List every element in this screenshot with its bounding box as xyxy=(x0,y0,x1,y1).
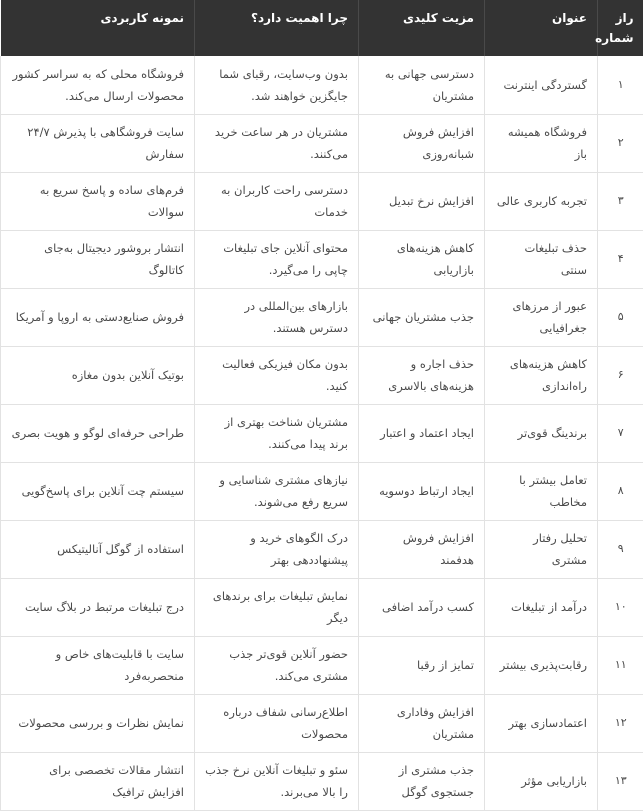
row-title: بازاریابی مؤثر xyxy=(485,752,598,810)
row-title: کاهش هزینه‌های راه‌اندازی xyxy=(485,346,598,404)
row-number: ۴ xyxy=(598,230,643,288)
table-row xyxy=(1,752,643,810)
header-advantage: مزیت کلیدی xyxy=(359,0,485,56)
row-title: تحلیل رفتار مشتری xyxy=(485,520,598,578)
table-header xyxy=(1,0,643,56)
row-example: فروشگاه محلی که به سراسر کشور محصولات ارسال می‌کند. xyxy=(1,56,195,114)
row-number: ۱۳ xyxy=(598,752,643,810)
row-advantage: افزایش وفاداری مشتریان xyxy=(359,694,485,752)
row-why: نمایش تبلیغات برای برندهای دیگر xyxy=(195,578,359,636)
table-row xyxy=(1,520,643,578)
row-example: فروش صنایع‌دستی به اروپا و آمریکا xyxy=(1,288,195,346)
row-title: اعتمادسازی بهتر xyxy=(485,694,598,752)
row-title: تجربه کاربری عالی xyxy=(485,172,598,230)
table-row xyxy=(1,636,643,694)
row-title: گستردگی اینترنت xyxy=(485,56,598,114)
row-why: مشتریان شناخت بهتری از برند پیدا می‌کنند. xyxy=(195,404,359,462)
row-title: فروشگاه همیشه باز xyxy=(485,114,598,172)
header-title: عنوان xyxy=(485,0,598,56)
row-example: درج تبلیغات مرتبط در بلاگ سایت xyxy=(1,578,195,636)
row-advantage: کاهش هزینه‌های بازاریابی xyxy=(359,230,485,288)
table-row xyxy=(1,56,643,114)
table-body xyxy=(1,56,643,810)
row-example: انتشار مقالات تخصصی برای افزایش ترافیک xyxy=(1,752,195,810)
table-row xyxy=(1,288,643,346)
row-advantage: ایجاد اعتماد و اعتبار xyxy=(359,404,485,462)
table-row xyxy=(1,230,643,288)
row-why: دسترسی راحت کاربران به خدمات xyxy=(195,172,359,230)
header-number: راز شماره xyxy=(598,0,643,56)
row-why: نیازهای مشتری شناسایی و سریع رفع می‌شوند. xyxy=(195,462,359,520)
row-example: نمایش نظرات و بررسی محصولات xyxy=(1,694,195,752)
row-example: بوتیک آنلاین بدون مغازه xyxy=(1,346,195,404)
table-row xyxy=(1,694,643,752)
row-advantage: ایجاد ارتباط دوسویه xyxy=(359,462,485,520)
row-number: ۵ xyxy=(598,288,643,346)
row-advantage: کسب درآمد اضافی xyxy=(359,578,485,636)
row-number: ۸ xyxy=(598,462,643,520)
row-advantage: جذب مشتریان جهانی xyxy=(359,288,485,346)
row-number: ۱۱ xyxy=(598,636,643,694)
row-example: سیستم چت آنلاین برای پاسخ‌گویی xyxy=(1,462,195,520)
row-advantage: افزایش نرخ تبدیل xyxy=(359,172,485,230)
row-number: ۱ xyxy=(598,56,643,114)
row-why: بازارهای بین‌المللی در دسترس هستند. xyxy=(195,288,359,346)
table-row xyxy=(1,578,643,636)
row-advantage: تمایز از رقبا xyxy=(359,636,485,694)
row-number: ۷ xyxy=(598,404,643,462)
row-number: ۳ xyxy=(598,172,643,230)
row-why: اطلاع‌رسانی شفاف درباره محصولات xyxy=(195,694,359,752)
row-why: بدون مکان فیزیکی فعالیت کنید. xyxy=(195,346,359,404)
row-advantage: افزایش فروش هدفمند xyxy=(359,520,485,578)
row-title: حذف تبلیغات سنتی xyxy=(485,230,598,288)
row-why: بدون وب‌سایت، رقبای شما جایگزین خواهند شد. xyxy=(195,56,359,114)
row-title: عبور از مرزهای جغرافیایی xyxy=(485,288,598,346)
table-row xyxy=(1,462,643,520)
row-example: سایت فروشگاهی با پذیرش ۲۴/۷ سفارش xyxy=(1,114,195,172)
row-advantage: دسترسی جهانی به مشتریان xyxy=(359,56,485,114)
table-row xyxy=(1,346,643,404)
table-row xyxy=(1,172,643,230)
row-example: طراحی حرفه‌ای لوگو و هویت بصری xyxy=(1,404,195,462)
row-number: ۶ xyxy=(598,346,643,404)
row-example: استفاده از گوگل آنالیتیکس xyxy=(1,520,195,578)
row-why: سئو و تبلیغات آنلاین نرخ جذب را بالا می‌برند. xyxy=(195,752,359,810)
header-why: چرا اهمیت دارد؟ xyxy=(195,0,359,56)
row-title: برندینگ قوی‌تر xyxy=(485,404,598,462)
row-number: ۱۲ xyxy=(598,694,643,752)
row-why: مشتریان در هر ساعت خرید می‌کنند. xyxy=(195,114,359,172)
row-why: محتوای آنلاین جای تبلیغات چاپی را می‌گیرد. xyxy=(195,230,359,288)
table-row xyxy=(1,404,643,462)
row-advantage: حذف اجاره و هزینه‌های بالاسری xyxy=(359,346,485,404)
header-example: نمونه کاربردی xyxy=(1,0,195,56)
row-why: حضور آنلاین قوی‌تر جذب مشتری می‌کند. xyxy=(195,636,359,694)
row-number: ۹ xyxy=(598,520,643,578)
row-advantage: جذب مشتری از جستجوی گوگل xyxy=(359,752,485,810)
row-example: فرم‌های ساده و پاسخ سریع به سوالات xyxy=(1,172,195,230)
row-why: درک الگوهای خرید و پیشنهاد‌دهی بهتر xyxy=(195,520,359,578)
row-example: سایت با قابلیت‌های خاص و منحصربه‌فرد xyxy=(1,636,195,694)
row-title: رقابت‌پذیری بیشتر xyxy=(485,636,598,694)
row-title: درآمد از تبلیغات xyxy=(485,578,598,636)
row-advantage: افزایش فروش شبانه‌روزی xyxy=(359,114,485,172)
table-row xyxy=(1,114,643,172)
header-row xyxy=(1,0,643,56)
row-example: انتشار بروشور دیجیتال به‌جای کاتالوگ xyxy=(1,230,195,288)
row-number: ۱۰ xyxy=(598,578,643,636)
row-number: ۲ xyxy=(598,114,643,172)
row-title: تعامل بیشتر با مخاطب xyxy=(485,462,598,520)
